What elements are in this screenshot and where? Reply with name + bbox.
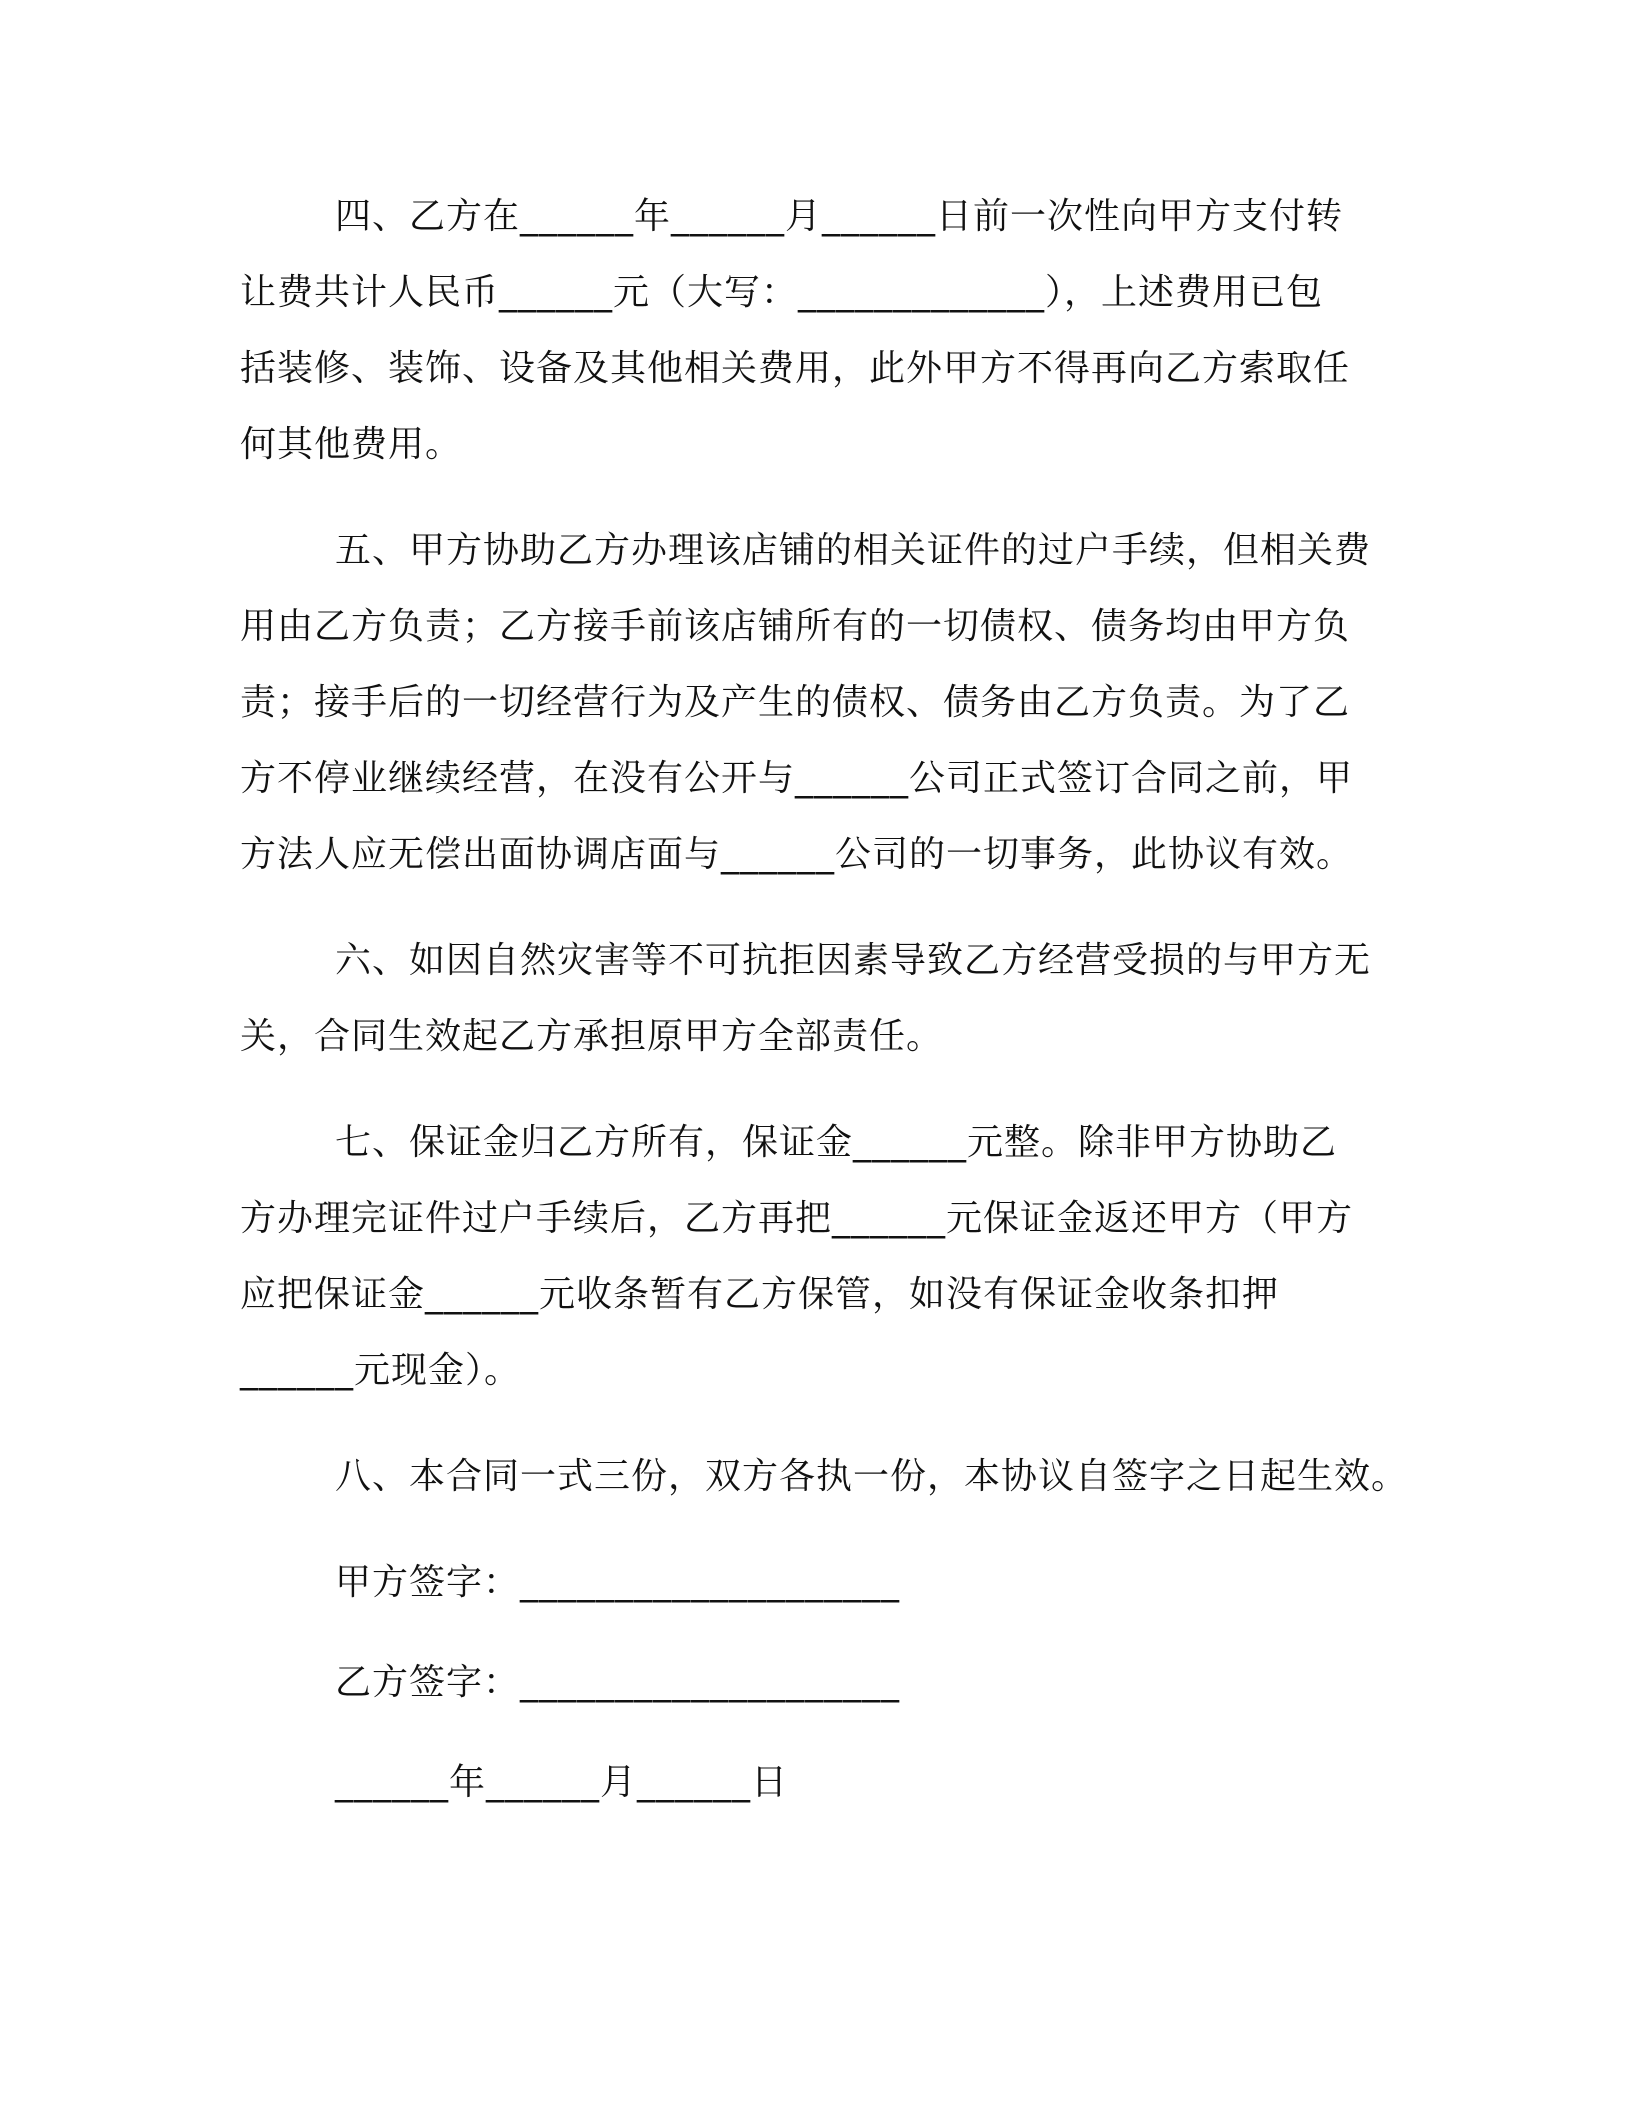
clause7-line3: 应把保证金______元收条暂有乙方保管，如没有保证金收条扣押 — [240, 1274, 1280, 1315]
clause5-line1: 五、甲方协助乙方办理该店铺的相关证件的过户手续，但相关费 — [335, 530, 1372, 571]
clause7-line4: ______元现金）。 — [240, 1350, 522, 1391]
clause5-line4: 方不停业继续经营，在没有公开与______公司正式签订合同之前，甲 — [240, 758, 1354, 799]
clause4-line3: 括装修、装饰、设备及其他相关费用，此外甲方不得再向乙方索取任 — [240, 348, 1351, 389]
clause4-line2: 让费共计人民币______元（大写：_____________），上述费用已包 — [240, 272, 1324, 313]
clause6-line1: 六、如因自然灾害等不可抗拒因素导致乙方经营受损的与甲方无 — [335, 940, 1372, 981]
clause5-line3: 责；接手后的一切经营行为及产生的债权、债务由乙方负责。为了乙 — [240, 682, 1351, 723]
clause4-line4: 何其他费用。 — [240, 424, 463, 465]
clause7-line2: 方办理完证件过户手续后，乙方再把______元保证金返还甲方（甲方 — [240, 1198, 1354, 1239]
clause6-line2: 关，合同生效起乙方承担原甲方全部责任。 — [240, 1016, 944, 1057]
party-b-signature: 乙方签字：____________________ — [335, 1662, 901, 1703]
clause8-line1: 八、本合同一式三份，双方各执一份，本协议自签字之日起生效。 — [335, 1456, 1409, 1497]
clause5-line2: 用由乙方负责；乙方接手前该店铺所有的一切债权、债务均由甲方负 — [240, 606, 1351, 647]
clause7-line1: 七、保证金归乙方所有，保证金______元整。除非甲方协助乙 — [335, 1122, 1338, 1163]
signature-date: ______年______月______日 — [335, 1762, 788, 1803]
clause5-line5: 方法人应无偿出面协调店面与______公司的一切事务，此协议有效。 — [240, 834, 1354, 875]
party-a-signature: 甲方签字：____________________ — [335, 1562, 901, 1603]
clause4-line1: 四、乙方在______年______月______日前一次性向甲方支付转 — [335, 196, 1344, 237]
